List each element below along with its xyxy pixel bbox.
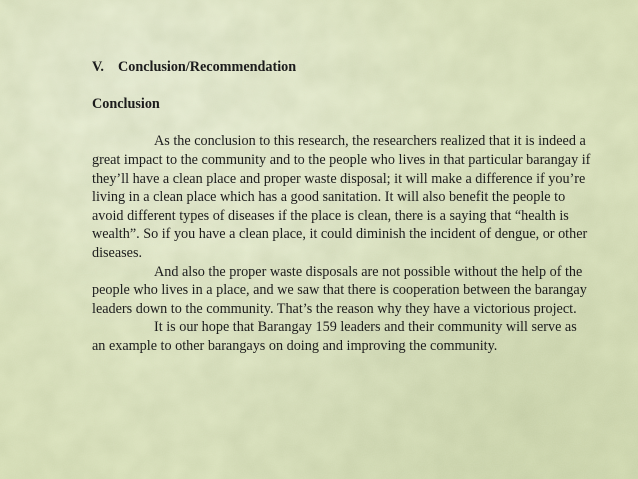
section-number: V.: [92, 59, 104, 75]
subheading-conclusion: Conclusion: [92, 96, 160, 113]
slide-content: [92, 58, 592, 356]
paragraph-2: And also the proper waste disposals are not possible without the help of the people who lives in a place, and we saw that there is cooperation between the barangay leaders down to the community. That’s the reason why they have a victorious project.: [92, 263, 587, 317]
section-title: Conclusion/Recommendation: [118, 59, 297, 75]
paragraph-1: As the conclusion to this research, the researchers realized that it is indeed a great impact to the community and to the people who lives in that particular barangay if they’ll have a clean place and proper waste disposal; it will make a difference if you’re living in a clean place which has a good sanitation. It will also benefit the people to avoid different types of diseases if the place is clean, there is a saying that “health is wealth”. So if you have a clean place, it could diminish the incident of dengue, or other diseases.: [92, 133, 591, 261]
paragraph-3: It is our hope that Barangay 159 leaders and their community will serve as an example to other barangays on doing and improving the community.: [92, 319, 577, 354]
section-heading: [92, 58, 592, 77]
